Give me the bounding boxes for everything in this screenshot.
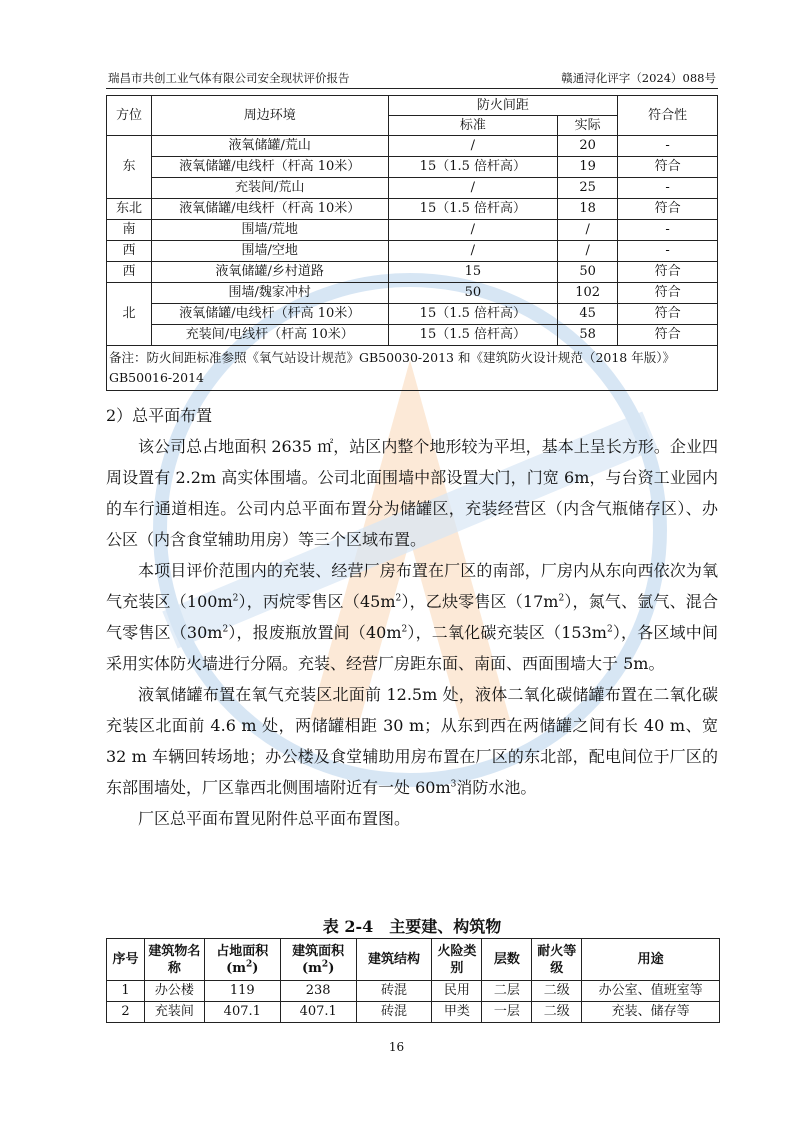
std-cell: 15（1.5 倍杆高）: [388, 304, 558, 325]
paragraph-3: [106, 679, 718, 803]
res-cell: 符合: [618, 283, 718, 304]
std-cell: 15（1.5 倍杆高）: [388, 199, 558, 220]
env-cell: 围墙/空地: [151, 241, 388, 262]
sup: 2: [321, 959, 329, 970]
res-cell: -: [618, 220, 718, 241]
res-cell: 符合: [618, 262, 718, 283]
th-fire-rating: 耐火等级: [532, 939, 582, 981]
std-cell: 15（1.5 倍杆高）: [388, 157, 558, 178]
header-distance: 防火间距: [388, 96, 618, 116]
res-cell: 符合: [618, 199, 718, 220]
res-cell: -: [618, 136, 718, 157]
res-cell: 符合: [618, 157, 718, 178]
cell: 办公楼: [144, 981, 204, 1002]
cell: 甲类: [432, 1002, 482, 1023]
paragraph-2: [106, 555, 718, 679]
env-cell: 液氧储罐/电线杆（杆高 10米）: [151, 304, 388, 325]
unit-text: ): [252, 960, 259, 976]
cell: 407.1: [204, 1002, 280, 1023]
act-cell: 25: [558, 178, 618, 199]
layout-section: [106, 400, 718, 834]
res-cell: 符合: [618, 304, 718, 325]
cell: 办公室、值班室等: [582, 981, 720, 1002]
cell: 119: [204, 981, 280, 1002]
res-cell: -: [618, 241, 718, 262]
p2-text: 本项目评价范围内的充装、经营厂房布置在厂区的南部，厂房内从东向西依次为氧气充装区（100m: [106, 561, 718, 611]
table-caption: 表 2-4 主要建、构筑物: [322, 917, 502, 936]
th-text: 建筑面积: [292, 943, 345, 959]
std-cell: /: [388, 136, 558, 157]
cell: 二层: [482, 981, 532, 1002]
env-cell: 围墙/魏家冲村: [151, 283, 388, 304]
res-cell: -: [618, 178, 718, 199]
act-cell: 102: [558, 283, 618, 304]
unit-text: (m: [302, 960, 322, 976]
cell: 一层: [482, 1002, 532, 1023]
direction-cell: 西: [107, 241, 152, 262]
act-cell: 20: [558, 136, 618, 157]
th-floors: 层数: [482, 939, 532, 981]
env-cell: 液氧储罐/荒山: [151, 136, 388, 157]
table-note: 备注：防火间距标准参照《氧气站设计规范》GB50030-2013 和《建筑防火设计规范（2018 年版）》GB50016-2014: [107, 346, 718, 391]
header-direction: 方位: [107, 96, 152, 136]
std-cell: 50: [388, 283, 558, 304]
std-cell: /: [388, 178, 558, 199]
sup: 3: [450, 779, 457, 790]
env-cell: 充装间/荒山: [151, 178, 388, 199]
sup: 2: [558, 593, 565, 604]
sup: 2: [606, 624, 613, 635]
fire-distance-table: [106, 95, 718, 391]
std-cell: 15: [388, 262, 558, 283]
buildings-table: [106, 938, 720, 1023]
cell: 二级: [532, 1002, 582, 1023]
cell: 2: [107, 1002, 145, 1023]
res-cell: 符合: [618, 325, 718, 346]
paragraph-1: 该公司总占地面积 2635 ㎡，站区内整个地形较为平坦，基本上呈长方形。企业四周设置有 2.2m 高实体围墙。公司北面围墙中部设置大门，门宽 6m，与台资工业园内的车行通道相连。公司内总平面布置分为储罐区，充装经营区（内含气瓶储存区）、办公区（内含食堂辅助用房）等三个区域布置。: [106, 437, 718, 549]
unit-text: ): [328, 960, 335, 976]
sup: 2: [401, 624, 408, 635]
act-cell: 50: [558, 262, 618, 283]
th-use: 用途: [582, 939, 720, 981]
env-cell: 液氧储罐/电线杆（杆高 10米）: [151, 199, 388, 220]
p2-text: ），氮气、氩气、混合气零售区（30m: [106, 592, 718, 642]
direction-cell: 东北: [107, 199, 152, 220]
th-text: 占地面积: [216, 943, 269, 959]
report-number: 赣通浔化评字（2024）088号: [561, 71, 716, 85]
env-cell: 液氧储罐/电线杆（杆高 10米）: [151, 157, 388, 178]
p2-text: ），各区域中间采用实体防火墙进行分隔。充装、经营厂房距东面、南面、西面围墙大于 5m。: [106, 623, 718, 673]
std-cell: 15（1.5 倍杆高）: [388, 325, 558, 346]
sup: 2: [395, 593, 402, 604]
th-no: 序号: [107, 939, 145, 981]
direction-cell: 东: [107, 136, 152, 199]
th-build-area: [280, 939, 356, 981]
cell: 充装、储存等: [582, 1002, 720, 1023]
direction-cell: 西: [107, 262, 152, 283]
env-cell: 充装间/电线杆（杆高 10米）: [151, 325, 388, 346]
act-cell: /: [558, 220, 618, 241]
th-structure: 建筑结构: [356, 939, 432, 981]
p3-text: 消防水池。: [456, 778, 537, 797]
cell: 238: [280, 981, 356, 1002]
act-cell: 45: [558, 304, 618, 325]
env-cell: 液氧储罐/乡村道路: [151, 262, 388, 283]
th-land-area: [204, 939, 280, 981]
sup: 2: [246, 959, 253, 970]
p2-text: ），丙烷零售区（45m: [238, 592, 396, 611]
page-number: 16: [388, 1040, 405, 1054]
cell: 砖混: [356, 981, 432, 1002]
sup: 2: [222, 624, 229, 635]
section-heading: 2）总平面布置: [106, 406, 213, 425]
p2-text: ），乙炔零售区（17m: [401, 592, 559, 611]
direction-cell: 南: [107, 220, 152, 241]
sup: 2: [232, 593, 239, 604]
p3-text: 液氧储罐布置在氧气充装区北面前 12.5m 处，液体二氧化碳储罐布置在二氧化碳充装区北面前 4.6 m 处，两储罐相距 30 m；从东到西在两储罐之间有长 40 m、宽 32 m 车辆回转场地；办公楼及食堂辅助用房布置在厂区的东北部，配电间位于厂区的东部围墙处，厂区靠西北侧围墙附近有一处 60m: [106, 685, 718, 797]
cell: 砖混: [356, 1002, 432, 1023]
header-environment: 周边环境: [151, 96, 388, 136]
th-fire-class: 火险类别: [432, 939, 482, 981]
act-cell: /: [558, 241, 618, 262]
std-cell: /: [388, 241, 558, 262]
header-standard: 标准: [388, 116, 558, 136]
cell: 407.1: [280, 1002, 356, 1023]
p2-text: ），二氧化碳充装区（153m: [407, 623, 607, 642]
unit-text: (m: [226, 960, 247, 976]
header-actual: 实际: [558, 116, 618, 136]
cell: 民用: [432, 981, 482, 1002]
th-name: 建筑物名称: [144, 939, 204, 981]
cell: 1: [107, 981, 145, 1002]
act-cell: 18: [558, 199, 618, 220]
report-title: 瑞昌市共创工业气体有限公司安全现状评价报告: [108, 71, 350, 85]
cell: 二级: [532, 981, 582, 1002]
cell: 充装间: [144, 1002, 204, 1023]
env-cell: 围墙/荒地: [151, 220, 388, 241]
std-cell: /: [388, 220, 558, 241]
header-conformity: 符合性: [618, 96, 718, 136]
page-header: [106, 66, 718, 89]
act-cell: 58: [558, 325, 618, 346]
act-cell: 19: [558, 157, 618, 178]
direction-cell: 北: [107, 283, 152, 346]
paragraph-4: 厂区总平面布置见附件总平面布置图。: [138, 809, 411, 828]
p2-text: ），报废瓶放置间（40m: [228, 623, 402, 642]
